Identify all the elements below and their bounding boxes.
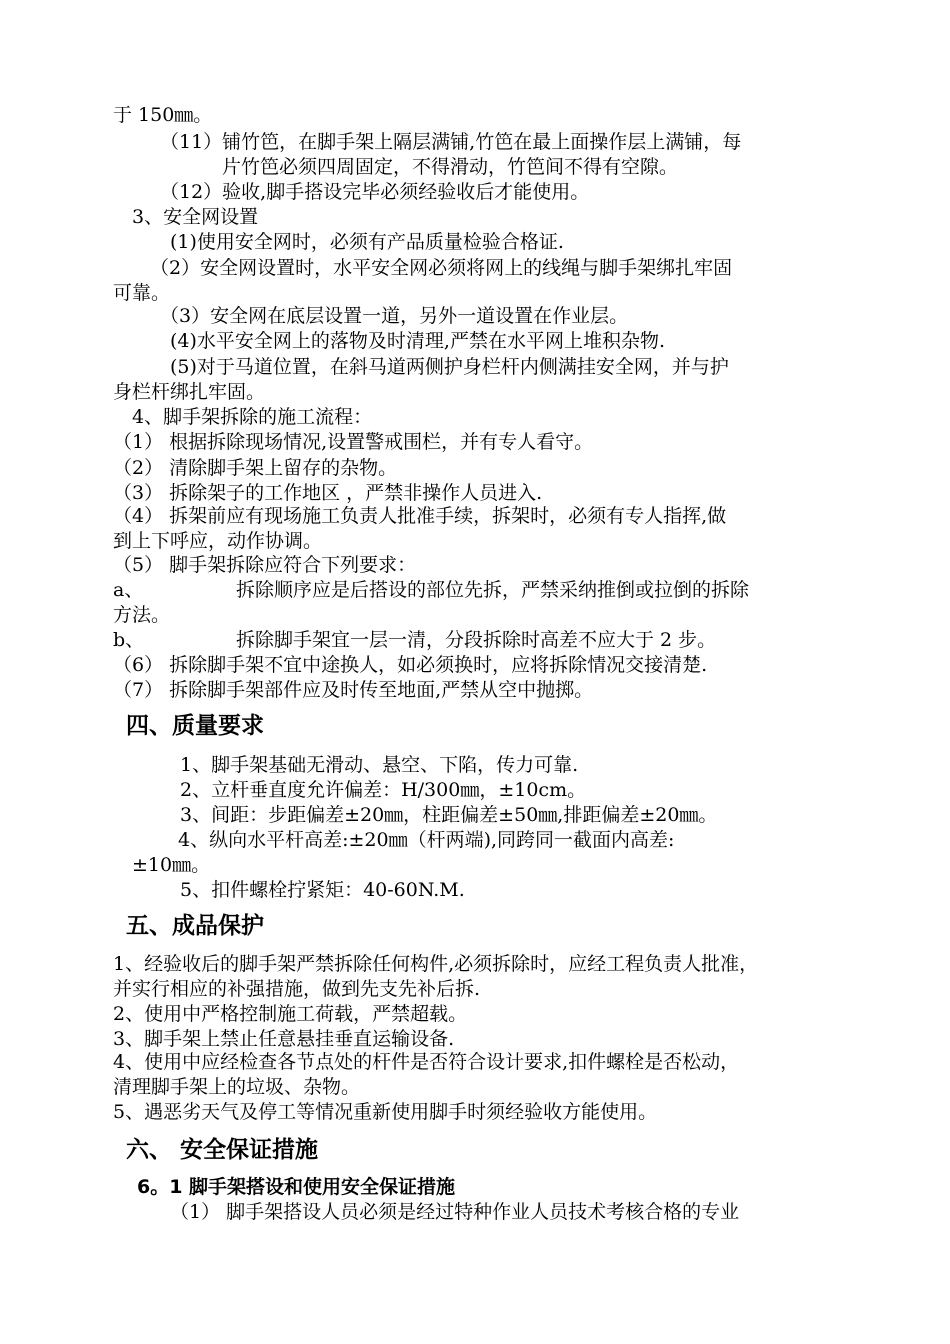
paragraph-line: （2） 清除脚手架上留存的杂物。	[113, 457, 398, 479]
paragraph-line: 并实行相应的补强措施，做到先支先补后拆.	[113, 978, 481, 1000]
paragraph-line: （7） 拆除脚手架部件应及时传至地面,严禁从空中抛掷。	[113, 679, 594, 701]
paragraph-line: （1） 脚手架搭设人员必须是经过特种作业人员技术考核合格的专业	[170, 1201, 740, 1223]
paragraph-line: (5)对于马道位置，在斜马道两侧护身栏杆内侧满挂安全网，并与护	[170, 356, 729, 378]
paragraph-line: (4)水平安全网上的落物及时清理,严禁在水平网上堆积杂物.	[170, 330, 665, 352]
paragraph-line: 到上下呼应，动作协调。	[113, 530, 323, 552]
paragraph-line: 1、经验收后的脚手架严禁拆除任何构件,必须拆除时，应经工程负责人批准，	[113, 953, 759, 975]
paragraph-line: 5、扣件螺栓拧紧矩：40-60N.M.	[180, 879, 465, 901]
paragraph-line: （1） 根据拆除现场情况,设置警戒围栏，并有专人看守。	[113, 431, 594, 453]
paragraph-line: 清理脚手架上的垃圾、杂物。	[113, 1076, 361, 1098]
paragraph-line: 可靠。	[113, 282, 171, 304]
section-item-title: 4、脚手架拆除的施工流程：	[132, 406, 373, 428]
paragraph-line: 4、使用中应经检查各节点处的杆件是否符合设计要求,扣件螺栓是否松动，	[113, 1051, 740, 1073]
paragraph-line: 于 150㎜。	[113, 104, 213, 126]
section-heading-safety: 六、 安全保证措施	[126, 1137, 319, 1163]
paragraph-line: （3） 拆除架子的工作地区 ，严禁非操作人员进入.	[113, 482, 543, 504]
paragraph-line: 拆除顺序应是后搭设的部位先拆，严禁采纳推倒或拉倒的拆除	[236, 579, 750, 601]
paragraph-line: （2）安全网设置时，水平安全网必须将网上的线绳与脚手架绑扎牢固	[150, 257, 733, 279]
section-heading-quality: 四、质量要求	[126, 713, 264, 739]
paragraph-line: 1、脚手架基础无滑动、悬空、下陷，传力可靠.	[180, 754, 579, 776]
paragraph-line: 片竹笆必须四周固定，不得滑动，竹笆间不得有空隙。	[222, 156, 679, 178]
section-heading-protection: 五、成品保护	[126, 913, 264, 939]
paragraph-line: ±10㎜。	[132, 854, 211, 876]
paragraph-line: （5） 脚手架拆除应符合下列要求：	[113, 554, 417, 576]
paragraph-line: 3、间距：步距偏差±20㎜，柱距偏差±50㎜,排距偏差±20㎜。	[180, 804, 718, 826]
paragraph-line: （4） 拆架前应有现场施工负责人批准手续，拆架时，必须有专人指挥,做	[113, 505, 727, 527]
paragraph-line: （6） 拆除脚手架不宜中途换人，如必须换时，应将拆除情况交接清楚.	[113, 654, 708, 676]
paragraph-line: 5、遇恶劣天气及停工等情况重新使用脚手时须经验收方能使用。	[113, 1101, 658, 1123]
paragraph-line: 拆除脚手架宜一层一清，分段拆除时高差不应大于 2 步。	[236, 629, 717, 651]
paragraph-line: （12）验收,脚手搭设完毕必须经验收后才能使用。	[160, 181, 590, 203]
list-marker: a、	[113, 579, 144, 601]
subsection-heading: 6。1 脚手架搭设和使用安全保证措施	[137, 1176, 456, 1198]
paragraph-line: 方法。	[113, 604, 171, 626]
paragraph-line: （3）安全网在底层设置一道，另外一道设置在作业层。	[160, 305, 629, 327]
section-item-title: 3、安全网设置	[132, 206, 259, 228]
list-marker: b、	[113, 629, 145, 651]
paragraph-line: 2、使用中严格控制施工荷载，严禁超载。	[113, 1003, 468, 1025]
paragraph-line: 4、纵向水平杆高差:±20㎜（杆两端),同跨同一截面内高差:	[178, 829, 675, 851]
paragraph-line: 2、立杆垂直度允许偏差：H/300㎜，±10cm。	[180, 779, 587, 801]
paragraph-line: 身栏杆绑扎牢固。	[113, 381, 266, 403]
paragraph-line: (1)使用安全网时，必须有产品质量检验合格证.	[170, 231, 564, 253]
paragraph-line: 3、脚手架上禁止任意悬挂垂直运输设备.	[113, 1028, 455, 1050]
paragraph-line: （11）铺竹笆，在脚手架上隔层满铺,竹笆在最上面操作层上满铺，每	[160, 131, 742, 153]
